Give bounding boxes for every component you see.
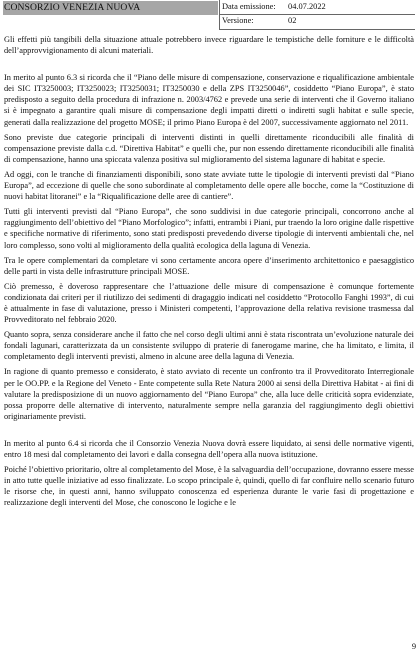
paragraph-10: In merito al punto 6.4 si ricorda che il Consorzio Venezia Nuova dovrà essere liquidato, ai sensi delle normative vigenti, entro 18 mesi dal completamento dei lavori e dalla consegna dell’opera alla nuova istituzione. <box>4 438 414 459</box>
document-body <box>4 34 414 508</box>
version-label: Versione: <box>222 16 254 25</box>
paragraph-4: Ad oggi, con le tranche di finanziamenti disponibili, sono state avviate tutte le tipologie di interventi previsti dal “Piano Europa”, ad eccezione di quelle che sono subordinate al completamento delle opere alle bocche, come la “Costituzione di nuovi habitat litoranei” e la “Riqualificazione delle aree di cantiere”. <box>4 169 414 202</box>
page-number: 9 <box>411 642 416 651</box>
document-header <box>0 0 420 30</box>
emission-date-value: 04.07.2022 <box>288 2 326 11</box>
paragraph-1: Gli effetti più tangibili della situazione attuale potrebbero invece riguardare le tempistiche delle forniture e le difficoltà dell’approvvigionamento di alcuni materiali. <box>4 35 414 56</box>
paragraph-11: Poiché l’obiettivo prioritario, oltre al completamento del Mose, è la salvaguardia dell’occupazione, dovranno essere messe in atto tutte quelle iniziative ad esso finalizzate. Lo scopo principale è, quindi, quello di far confluire nello scenario futuro le risorse che, in questi anni, hanno sviluppato conoscenza ed esperienza durante le varie fasi di progettazione e realizzazione degli interventi del Mose, che conoscono le logiche e le <box>4 465 414 508</box>
paragraph-5: Tutti gli interventi previsti dal “Piano Europa”, che sono suddivisi in due categorie principali, concorrono anche al raggiungimento dell’obiettivo del “Piano Morfologico”; infatti, entrambi i Piani, pur traendo la loro origine dalle rispettive e specifiche normative di riferimento, sono stati predisposti prevedendo diverse tipologie di interventi ambientali che, nel loro complesso, sono volti al miglioramento della qualità ecologica della laguna di Venezia. <box>4 207 414 250</box>
header-divider <box>219 0 220 30</box>
header-rule-bottom <box>219 29 415 30</box>
emission-date-label: Data emissione: <box>222 2 276 11</box>
paragraph-7: Ciò premesso, è doveroso rappresentare che l’attuazione delle misure di compensazione è comunque fortemente condizionata dai criteri per il riutilizzo dei sedimenti di dragaggio indicati nel cosiddetto “Protocollo Fanghi 1993”, di cui è attualmente in fase di valutazione, presso i Ministeri competenti, l’approvazione della relativa revisione trasmessa dal Provveditorato nel febbraio 2020. <box>4 281 414 325</box>
header-rule-top <box>219 14 415 15</box>
paragraph-8: Quanto sopra, senza considerare anche il fatto che nel corso degli ultimi anni è stata riscontrata un’evoluzione naturale dei fondali lagunari, caratterizzata da un consistente sviluppo di praterie di fanerogame marine, che ha limitato, e limita, il completamento degli interventi previsti, almeno in alcune aree della laguna di Venezia. <box>4 330 414 362</box>
paragraph-3: Sono previste due categorie principali di interventi distinti in quelli direttamente riconducibili alle finalità di compensazione previste dalla c.d. “Direttiva Habitat” e quelli che, pur non essendo direttamente riconducibili alle finalità di compensazione, hanno una spiccata valenza positiva sul miglioramento del sistema lagunare di habitat e specie. <box>4 132 414 164</box>
paragraph-2: In merito al punto 6.3 si ricorda che il “Piano delle misure di compensazione, conservazione e riqualificazione ambientale dei SIC IT3250003; IT3250023; IT3250031; IT3250030 e della ZPS IT3250046”, cosiddetto “Piano Europa”, è stato predisposto a seguito della procedura di infrazione n. 2003/4762 e prevede una serie di interventi che il Governo italiano si è impegnato a garantire quali misure di compensazione degli impatti diretti o indiretti sugli habitat e sulle specie, generati dalla realizzazione del progetto MOSE; il primo Piano Europa è del 2007, successivamente aggiornato nel 2011. <box>4 73 414 127</box>
version-value: 02 <box>288 16 297 25</box>
organization-name: CONSORZIO VENEZIA NUOVA <box>3 1 218 15</box>
paragraph-6: Tra le opere complementari da completare vi sono certamente ancora opere d’inserimento architettonico e paesaggistico delle parti in vista delle infrastrutture principali MOSE. <box>4 255 414 276</box>
paragraph-9: In ragione di quanto premesso e considerato, è stato avviato di recente un confronto tra il Provveditorato Interregionale per le OO.PP. e la Regione del Veneto - Ente competente sulla Rete Natura 2000 ai sensi della Direttiva Habitat - ai fini di valutare la predisposizione di un nuovo aggiornamento del “Piano Europa” che, alla luce delle criticità sopra evidenziate, possa proporre delle alternative di intervento, naturalmente sempre nella garanzia del raggiungimento degli obiettivi originariamente previsti. <box>4 367 414 421</box>
